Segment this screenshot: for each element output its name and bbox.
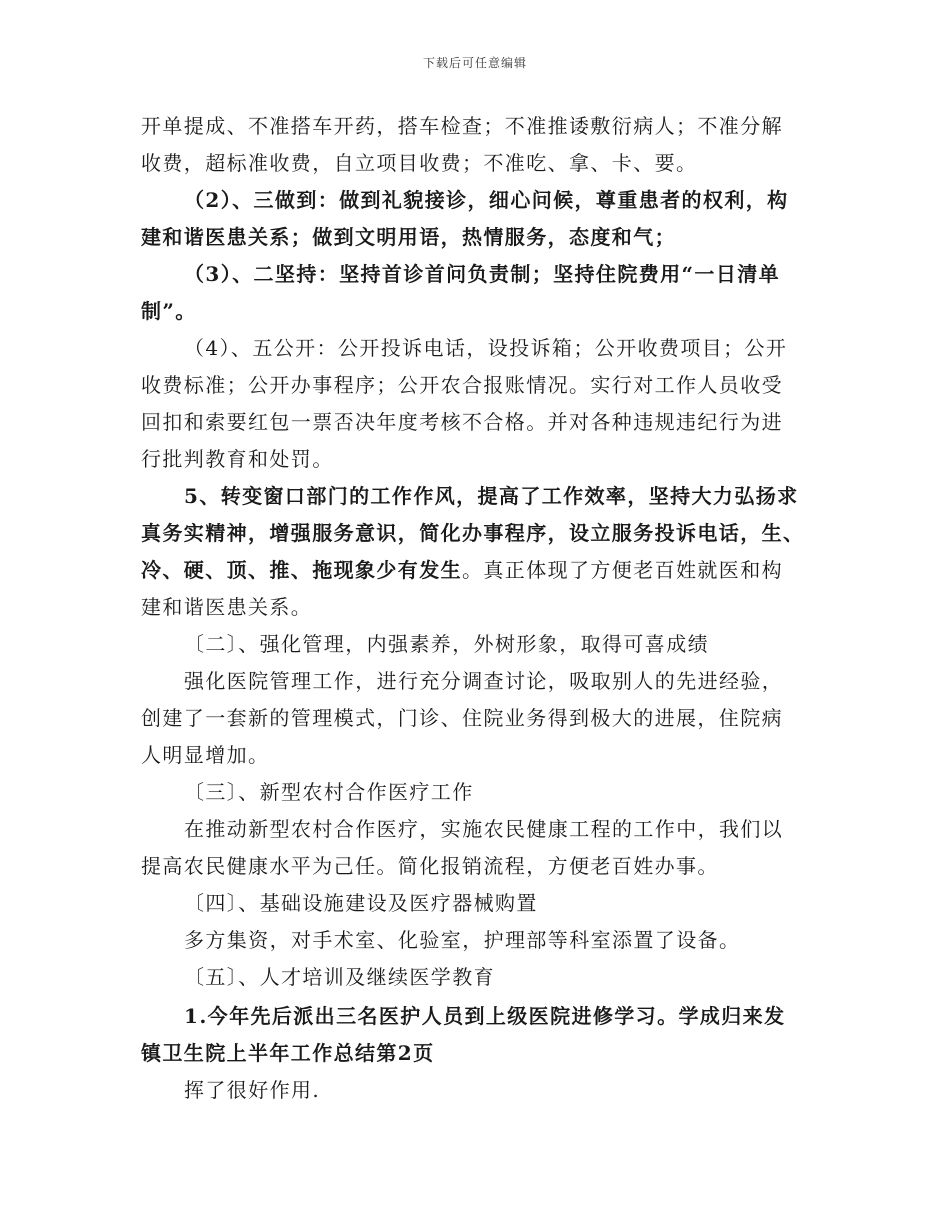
text-line: 收费标准；公开办事程序；公开农合报账情况。实行对工作人员收受 — [141, 373, 783, 397]
text-line: 真务实精神，增强服务意识，简化办事程序，设立服务投诉电话，生、 — [141, 521, 805, 545]
page-header: 下载后可任意编辑 — [422, 56, 527, 70]
text-line: 强化医院管理工作，进行充分调查讨论，吸取别人的先进经验， — [184, 669, 784, 693]
text-line: （3）、二坚持：坚持首诊首问负责制；坚持住院费用“一日清单 — [184, 262, 781, 286]
text-line — [141, 558, 783, 582]
text-line: 收费，超标准收费，自立项目收费；不准吃、拿、卡、要。 — [141, 151, 698, 175]
text-line: （4）、五公开：公开投诉电话，设投诉箱；公开收费项目；公开 — [184, 336, 788, 360]
text-line-rest: 。真正体现了方便老百姓就医和构 — [462, 558, 783, 582]
text-line: 挥了很好作用. — [184, 1078, 321, 1102]
text-line: 在推动新型农村合作医疗，实施农民健康工程的工作中，我们以 — [184, 817, 784, 841]
text-line: 1.今年先后派出三名医护人员到上级医院进修学习。学成归来发 — [184, 1004, 786, 1028]
section-heading: 〔五〕、人才培训及继续医学教育 — [184, 965, 495, 989]
section-heading: 〔二〕、强化管理，内强素养，外树形象，取得可喜成绩 — [184, 632, 709, 656]
text-line: 行批判教育和处罚。 — [141, 447, 334, 471]
text-line: 开单提成、不准搭车开药，搭车检查；不准推诿敷衍病人；不准分解 — [141, 114, 783, 138]
text-line: 回扣和索要红包一票否决年度考核不合格。并对各种违规违纪行为进 — [141, 410, 783, 434]
section-heading: 〔三〕、新型农村合作医疗工作 — [184, 780, 474, 804]
text-line: 建和谐医患关系。 — [141, 595, 313, 619]
text-line-bold-part: 冷、硬、顶、推、拖现象少有发生 — [141, 558, 462, 582]
text-line: （2）、三做到：做到礼貌接诊，细心问候，尊重患者的权利，构 — [184, 188, 789, 212]
text-line: 人明显增加。 — [141, 743, 270, 767]
text-line: 建和谐医患关系；做到文明用语，热情服务，态度和气； — [141, 225, 676, 249]
page-footer-title: 镇卫生院上半年工作总结第2页 — [141, 1041, 435, 1065]
text-line: 创建了一套新的管理模式，门诊、住院业务得到极大的进展，住院病 — [141, 706, 783, 730]
text-line: 5、转变窗口部门的工作作风，提高了工作效率，坚持大力弘扬求 — [184, 484, 799, 508]
section-heading: 〔四〕、基础设施建设及医疗器械购置 — [184, 891, 538, 915]
text-line: 制”。 — [141, 299, 197, 323]
text-line: 提高农民健康水平为己任。简化报销流程，方便老百姓办事。 — [141, 854, 719, 878]
text-line: 多方集资，对手术室、化验室，护理部等科室添置了设备。 — [184, 928, 741, 952]
